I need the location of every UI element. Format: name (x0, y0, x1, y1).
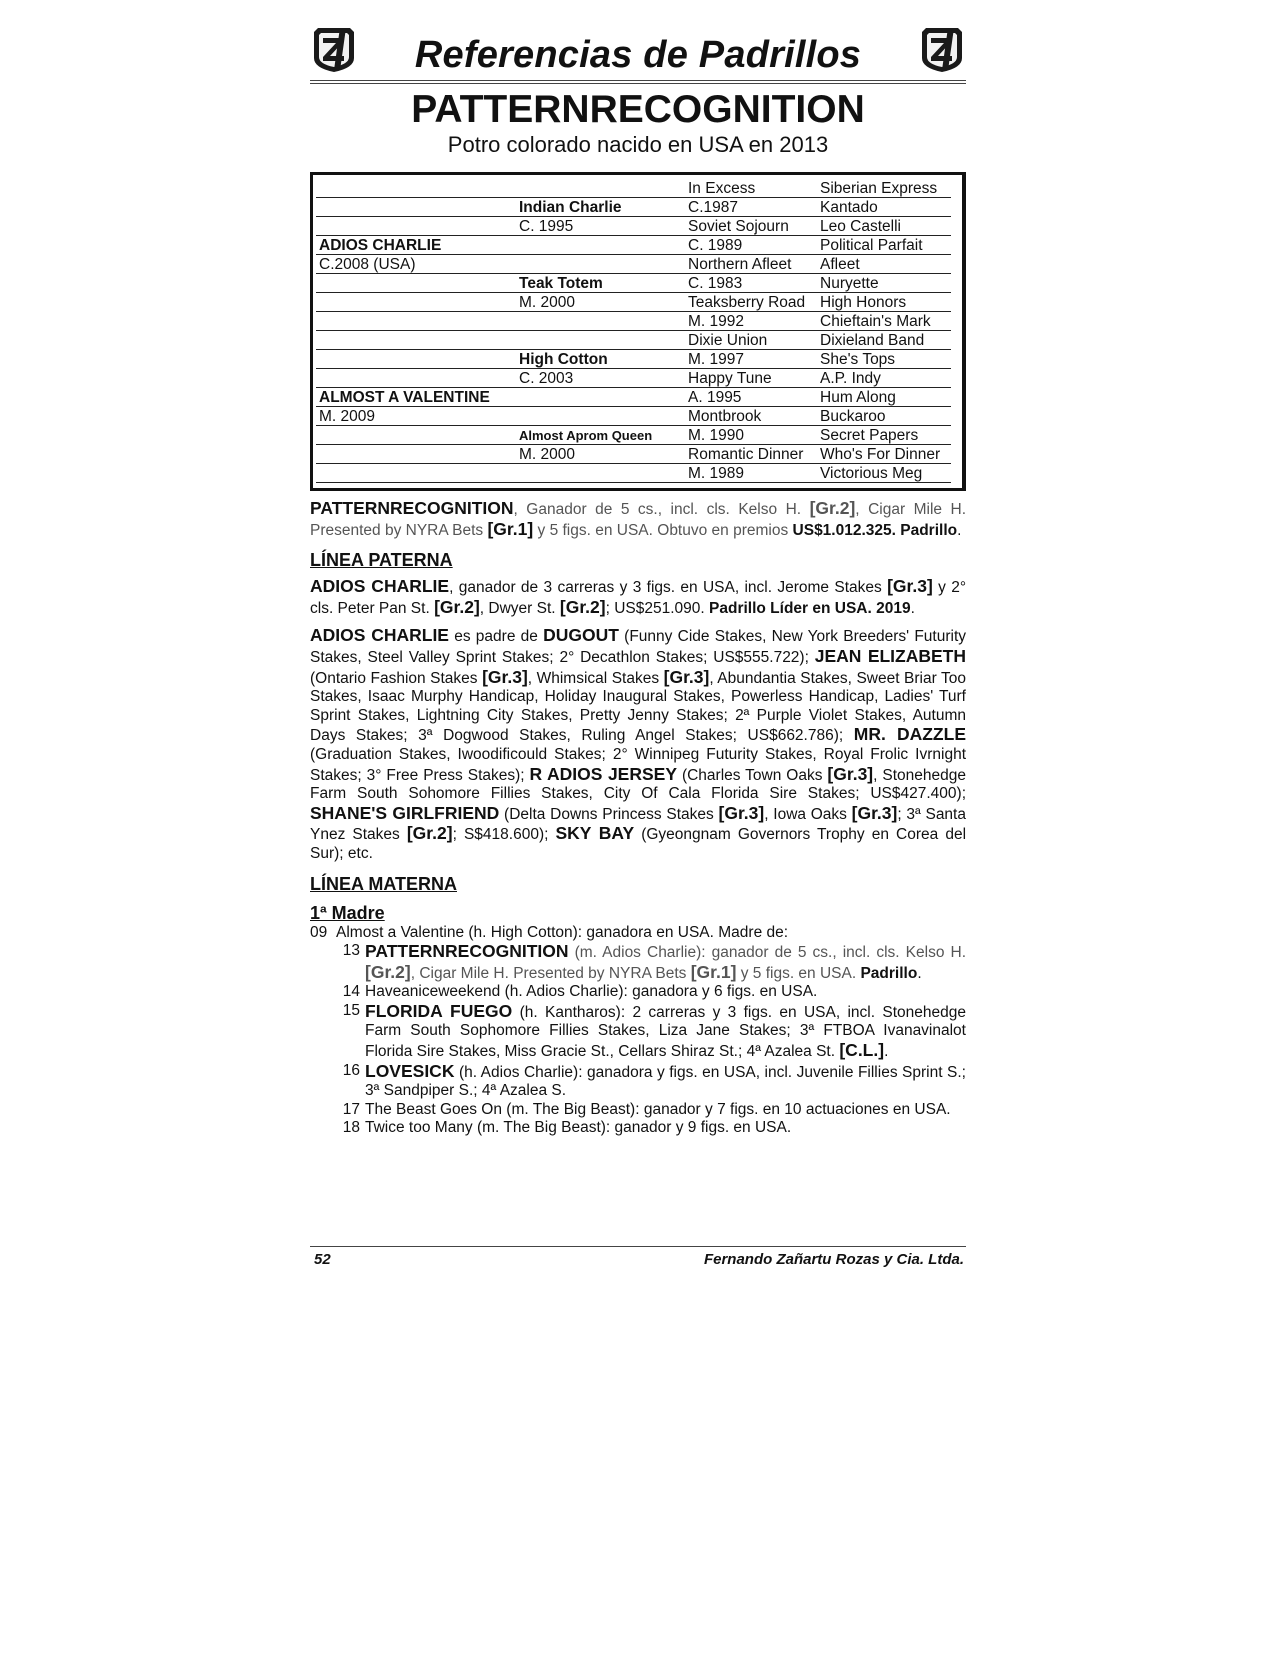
pedigree-cell: Siberian Express (820, 180, 938, 197)
pedigree-row (316, 255, 951, 274)
pedigree-cell: M. 1989 (688, 465, 745, 482)
foal-year: 14 (342, 983, 360, 1001)
pedigree-cell: C.1987 (688, 199, 738, 216)
pedigree-cell: Leo Castelli (820, 218, 901, 235)
progeny-text: , Stonehedge Farm South Sohomore Fillies Stakes, City Of Cala Florida Sire Stakes; US$427.400); (310, 766, 966, 803)
grade-label: [Gr.2] (406, 823, 453, 844)
header-divider (310, 80, 966, 84)
progeny-text: (Charles Town Oaks (677, 766, 828, 784)
pedigree-cell: Teaksberry Road (688, 294, 806, 311)
pedigree-row (316, 369, 951, 388)
grade-label: [Gr.3] (827, 763, 874, 784)
pedigree-cell: High Cotton (519, 351, 608, 368)
progeny-name: SHANE'S GIRLFRIEND (310, 802, 500, 823)
pedigree-cell: High Honors (820, 294, 907, 311)
grade-label: [C.L.] (839, 1040, 885, 1061)
pedigree-cell: Almost Aprom Queen (519, 428, 653, 443)
page (310, 20, 966, 1138)
pedigree-cell: Buckaroo (820, 408, 886, 425)
summary-text: , Ganador de 5 cs., incl. cls. Kelso H. (513, 501, 810, 518)
summary-paragraph (310, 499, 966, 540)
foal-year: 18 (342, 1119, 360, 1137)
pedigree-row (316, 388, 951, 407)
grade-label: [Gr.2] (365, 961, 411, 982)
foal-text: . (884, 1043, 889, 1061)
grade-label: [Gr.3] (887, 576, 933, 597)
header-title: Referencias de Padrillos (414, 34, 862, 76)
dam-block (310, 924, 966, 1139)
pedigree-row (316, 350, 951, 369)
summary-earnings: US$1.012.325. Padrillo (792, 521, 958, 539)
pedigree-row (316, 331, 951, 350)
pedigree-row (316, 236, 951, 255)
foal-text: (h. Kantharos): 2 carreras y 3 figs. en USA, incl. Stonehedge Farm South Sophomore Fillies Stakes, Liza Jane Stakes; 3ª FTBOA Ivanavinalot Florida Sire Stakes, Miss Gracie St., Cellars Shiraz St.; 4ª Azalea St. (365, 1003, 966, 1061)
pedigree-row (316, 274, 951, 293)
foal-stallion-note: Padrillo (860, 964, 918, 982)
dam-text: Almost a Valentine (h. High Cotton): ganadora en USA. Madre de: (336, 923, 789, 941)
pedigree-cell: M. 2000 (519, 294, 576, 311)
sire-text: ; US$251.090. (605, 599, 710, 617)
summary-text: . (957, 521, 962, 539)
pedigree-cell: Indian Charlie (519, 199, 622, 216)
pedigree-cell: Nuryette (820, 275, 879, 292)
progeny-text: , Iowa Oaks (764, 805, 852, 823)
pedigree-cell: She's Tops (820, 351, 896, 368)
foal-entry (336, 1062, 966, 1101)
sire-name: ADIOS CHARLIE (310, 625, 449, 646)
foal-year: 17 (342, 1100, 360, 1118)
progeny-name: MR. DAZZLE (853, 724, 966, 745)
pedigree-cell: Romantic Dinner (688, 446, 804, 463)
subsection-first-dam: 1ª Madre (310, 902, 385, 923)
grade-label: [Gr.2] (434, 596, 480, 617)
pedigree-cell: C. 1983 (688, 275, 743, 292)
progeny-text: , Whimsical Stakes (527, 669, 664, 687)
grade-label: [Gr.3] (663, 666, 710, 687)
progeny-paragraph (310, 626, 966, 863)
foal-year: 15 (342, 1001, 360, 1019)
pedigree-cell: Hum Along (820, 389, 896, 406)
pedigree-cell: C. 2003 (519, 370, 574, 387)
sire-text: y 2° cls. Peter Pan St. (310, 579, 967, 617)
pedigree-row (316, 445, 951, 464)
foal-text: (m. Adios Charlie): ganador de 5 cs., incl. cls. Kelso H. (568, 944, 966, 962)
progeny-text: ; 3ª Santa Ynez Stakes (310, 805, 966, 844)
pedigree-cell: Secret Papers (820, 427, 919, 444)
pedigree-cell: A.P. Indy (820, 370, 881, 387)
foal-year: 13 (342, 942, 360, 960)
section-heading-maternal: LÍNEA MATERNA (310, 873, 457, 894)
pedigree-cell: In Excess (688, 180, 756, 197)
foal-entry (336, 942, 966, 983)
pedigree-row (316, 217, 951, 236)
foal-text: Twice too Many (m. The Big Beast): ganador y 9 figs. en USA. (365, 1119, 792, 1137)
pedigree-cell: Montbrook (688, 408, 762, 425)
progeny-text: (Graduation Stakes, Iwoodificould Stakes; 2° Winnipeg Futurity Stakes, Royal Frolic Ivrnight Stakes; 3° Free Press Stakes); (310, 745, 966, 784)
progeny-name: DUGOUT (543, 625, 619, 646)
sire-leader-note: Padrillo Líder en USA. 2019 (709, 599, 911, 617)
pedigree-row (316, 407, 951, 426)
foal-text: y 5 figs. en USA. (736, 964, 861, 982)
foal-text: , Cigar Mile H. Presented by NYRA Bets (410, 964, 691, 982)
pedigree-cell: Teak Totem (519, 275, 603, 292)
pedigree-table (310, 172, 966, 491)
summary-text: , Cigar Mile H. Presented by NYRA Bets (310, 501, 966, 539)
foal-name: LOVESICK (365, 1060, 455, 1081)
pedigree-cell: Who's For Dinner (820, 446, 941, 463)
page-footer (310, 1246, 966, 1268)
foal-entry (336, 983, 966, 1002)
pedigree-cell: Afleet (820, 256, 860, 273)
foal-text: (h. Adios Charlie): ganadora y figs. en USA, incl. Juvenile Fillies Sprint S.; 3ª Sandpiper S.; 4ª Azalea S. (365, 1063, 966, 1100)
foal-text: The Beast Goes On (m. The Big Beast): ganador y 7 figs. en 10 actuaciones en USA. (365, 1100, 951, 1118)
page-number: 52 (314, 1251, 331, 1268)
foal-entry (336, 1101, 966, 1120)
pedigree-cell: M. 2009 (319, 408, 376, 425)
progeny-text: ; S$418.600); (452, 826, 556, 844)
pedigree-cell: Soviet Sojourn (688, 218, 789, 235)
pedigree-cell: Chieftain's Mark (820, 313, 931, 330)
sire-block (310, 577, 966, 863)
foal-name: PATTERNRECOGNITION (365, 941, 569, 962)
pedigree-cell: Happy Tune (688, 370, 772, 387)
pedigree-cell: Northern Afleet (688, 256, 792, 273)
pedigree-row (316, 426, 951, 445)
section-heading-paternal: LÍNEA PATERNA (310, 550, 453, 571)
progeny-name: JEAN ELIZABETH (814, 645, 967, 666)
pedigree-cell: C. 1989 (688, 237, 743, 254)
dam-entry (310, 924, 966, 943)
pedigree-cell: M. 1990 (688, 427, 745, 444)
grade-label: [Gr.2] (559, 596, 606, 617)
foal-entry (336, 1002, 966, 1062)
pedigree-cell: Political Parfait (820, 237, 923, 254)
dam-year: 09 (310, 923, 328, 941)
foal-text: . (917, 964, 922, 982)
page-header (310, 20, 966, 82)
progeny-text: (Gyeongnam Governors Trophy en Corea del Sur); etc. (310, 826, 967, 862)
foal-list (310, 942, 966, 1138)
progeny-text: (Ontario Fashion Stakes (310, 669, 483, 687)
progeny-text: (Delta Downs Princess Stakes (499, 805, 719, 823)
pedigree-cell: C. 1995 (519, 218, 574, 235)
progeny-text: , Abundantia Stakes, Sweet Briar Too Stakes, Isaac Murphy Handicap, Holiday Inaugural Stakes, Powerless Handicap, Ladies' Turf Sprint Stakes, Lightning City Stakes, Pretty Jenny Stakes; 2ª Purple Violet Stakes, Autumn Days Stakes; 3ª Dogwood Stakes, Ruling Angel Stakes; US$662.786); (310, 669, 966, 745)
pedigree-cell: A. 1995 (688, 389, 742, 406)
sire-text: , Dwyer St. (479, 599, 560, 617)
pedigree-cell: C.2008 (USA) (319, 256, 416, 273)
pedigree-cell: Kantado (820, 199, 878, 216)
publisher-name: Fernando Zañartu Rozas y Cia. Ltda. (703, 1251, 964, 1268)
progeny-name: SKY BAY (555, 823, 635, 844)
grade-label: [Gr.3] (718, 802, 765, 823)
pedigree-row (316, 464, 951, 483)
progeny-text: (Funny Cide Stakes, New York Breeders' Futurity Stakes, Steel Valley Sprint Stakes; 2° Decathlon Stakes; US$555.722); (310, 628, 967, 666)
pedigree-cell: M. 2000 (519, 446, 576, 463)
summary-horse-name: PATTERNRECOGNITION (310, 498, 514, 518)
horse-subtitle: Potro colorado nacido en USA en 2013 (447, 132, 829, 157)
sire-name: ADIOS CHARLIE (310, 576, 450, 597)
pedigree-cell: Dixieland Band (820, 332, 925, 349)
pedigree-cell: M. 1992 (688, 313, 745, 330)
grade-label: [Gr.3] (851, 802, 898, 823)
pedigree-cell: Dixie Union (688, 332, 768, 349)
sire-text: , ganador de 3 carreras y 3 figs. en USA, incl. Jerome Stakes (449, 579, 888, 597)
foal-text: Haveaniceweekend (h. Adios Charlie): ganadora y 6 figs. en USA. (365, 983, 818, 1001)
grade-label: [Gr.1] (487, 518, 534, 539)
pedigree-cell: ALMOST A VALENTINE (319, 389, 490, 406)
foal-year: 16 (342, 1061, 360, 1079)
progeny-text: es padre de (448, 628, 544, 646)
horse-name: PATTERNRECOGNITION (411, 88, 865, 131)
foal-entry (336, 1119, 966, 1138)
pedigree-right-rule (962, 175, 963, 488)
summary-text: y 5 figs. en USA. Obtuvo en premios (533, 521, 793, 539)
pedigree-cell: M. 1997 (688, 351, 745, 368)
pedigree-row (316, 312, 951, 331)
summary-block (310, 499, 966, 540)
grade-label: [Gr.2] (809, 498, 856, 518)
sire-paragraph (310, 577, 966, 618)
pedigree-row (316, 179, 951, 198)
pedigree-row (316, 198, 951, 217)
pedigree-cell: ADIOS CHARLIE (319, 237, 442, 254)
pedigree-row (316, 293, 951, 312)
pedigree-cell: Victorious Meg (820, 465, 923, 482)
grade-label: [Gr.3] (482, 666, 528, 687)
grade-label: [Gr.1] (690, 961, 737, 982)
foal-name: FLORIDA FUEGO (365, 1000, 513, 1021)
logo-icon (918, 24, 966, 74)
sire-text: . (910, 599, 915, 617)
progeny-name: R ADIOS JERSEY (529, 763, 678, 784)
